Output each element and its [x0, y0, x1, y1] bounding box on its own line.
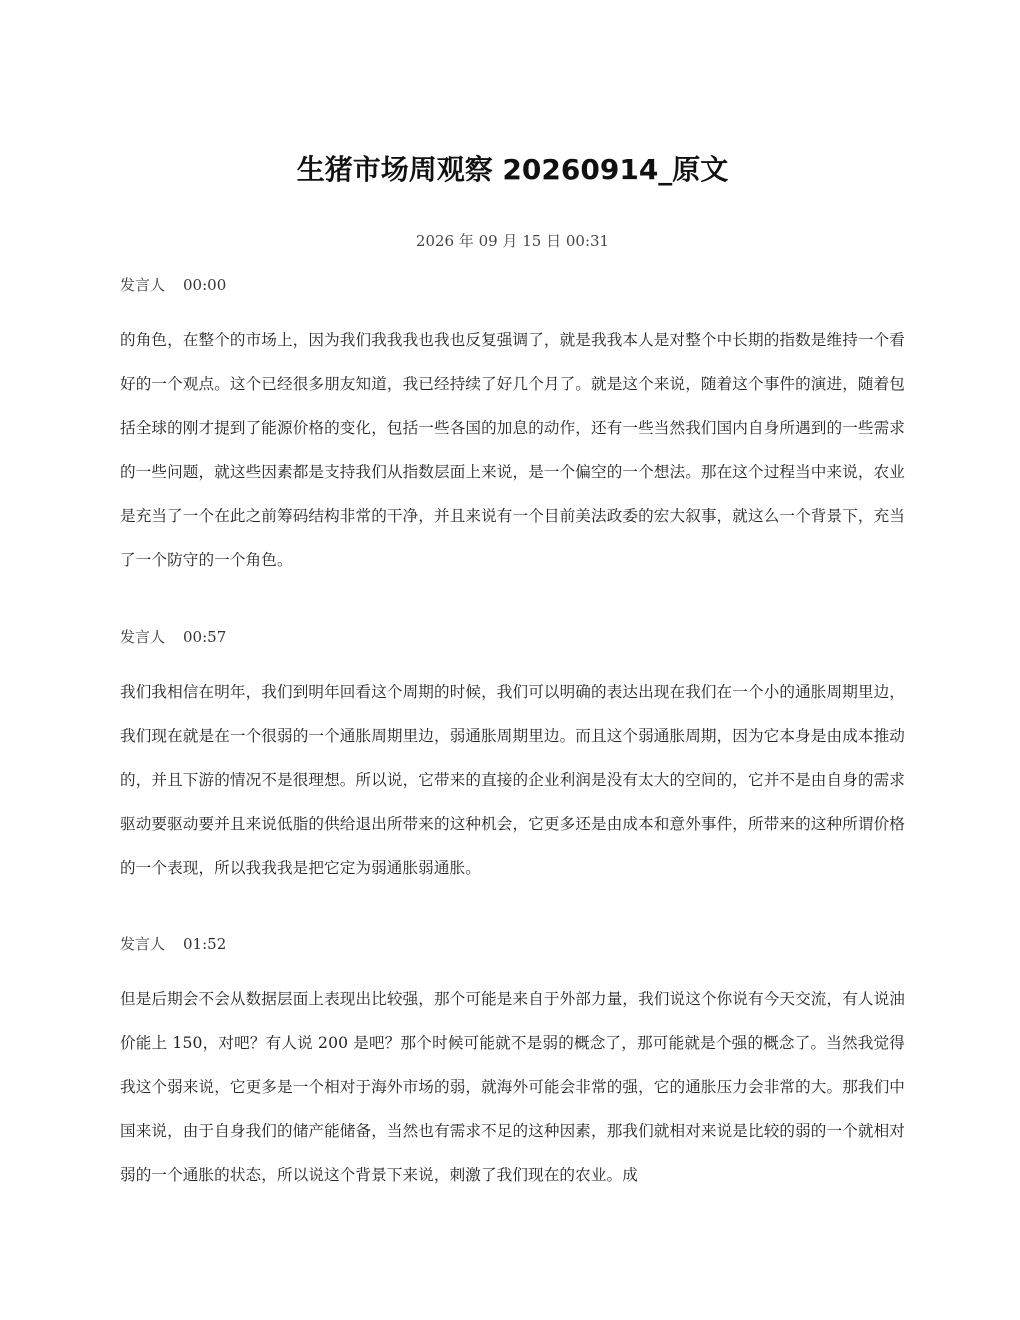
speaker-header [120, 933, 905, 955]
speaker-header [120, 626, 905, 648]
segment-timestamp: 01:52 [183, 935, 227, 953]
speaker-name: 发言人 [120, 276, 166, 294]
transcript-segment [120, 933, 905, 1197]
speaker-name: 发言人 [120, 935, 166, 953]
document-title: 生猪市场周观察 20260914_原文 [296, 153, 729, 186]
segment-text: 但是后期会不会从数据层面上表现出比较强，那个可能是来自于外部力量，我们说这个你说有今天交流，有人说油价能上 150，对吧？有人说 200 是吧？那个时候可能就不是弱的概念了，那可能就是个强的概念了。当然我觉得我这个弱来说，它更多是一个相对于海外市场的弱，就海外可能会非常的强，它的通胀压力会非常的大。那我们中国来说，由于自身我们的储产能储备，当然也有需求不足的这种因素，那我们就相对来说是比较的弱的一个就相对弱的一个通胀的状态，所以说这个背景下来说，刺激了我们现在的农业。成 [120, 990, 905, 1184]
transcript-segment [120, 626, 905, 890]
segment-timestamp: 00:00 [183, 276, 227, 294]
speaker-header [120, 274, 905, 296]
segment-text: 我们我相信在明年，我们到明年回看这个周期的时候，我们可以明确的表达出现在我们在一个小的通胀周期里边，我们现在就是在一个很弱的一个通胀周期里边，弱通胀周期里边。而且这个弱通胀周期，因为它本身是由成本推动的，并且下游的情况不是很理想。所以说，它带来的直接的企业利润是没有太大的空间的，它并不是由自身的需求驱动要驱动要并且来说低脂的供给退出所带来的这种机会，它更多还是由成本和意外事件，所带来的这种所谓价格的一个表现，所以我我我是把它定为弱通胀弱通胀。 [120, 683, 905, 877]
transcript-segment [120, 274, 905, 582]
segment-timestamp: 00:57 [183, 628, 227, 646]
speaker-name: 发言人 [120, 628, 166, 646]
segment-text: 的角色，在整个的市场上，因为我们我我我也我也反复强调了，就是我我本人是对整个中长期的指数是维持一个看好的一个观点。这个已经很多朋友知道，我已经持续了好几个月了。就是这个来说，随着这个事件的演进，随着包括全球的刚才提到了能源价格的变化，包括一些各国的加息的动作，还有一些当然我们国内自身所遇到的一些需求的一些问题，就这些因素都是支持我们从指数层面上来说，是一个偏空的一个想法。那在这个过程当中来说，农业是充当了一个在此之前筹码结构非常的干净，并且来说有一个目前美法政委的宏大叙事，就这么一个背景下，充当了一个防守的一个角色。 [120, 331, 905, 569]
document-datetime: 2026 年 09 月 15 日 00:31 [415, 232, 610, 250]
